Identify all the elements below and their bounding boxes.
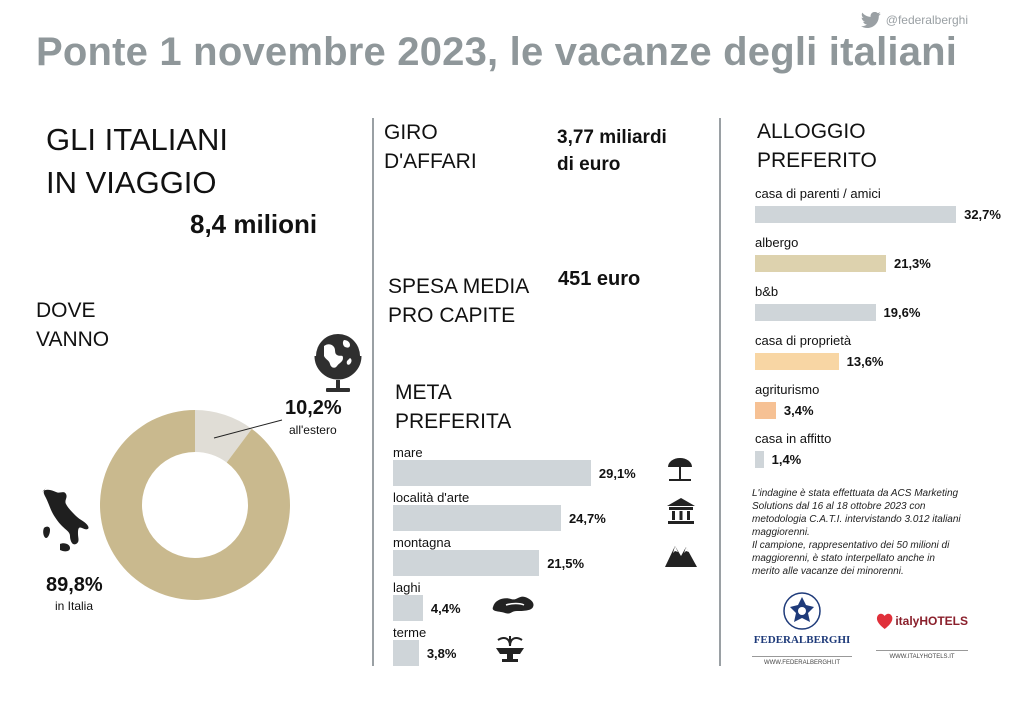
- survey-note-line6: maggiorenni, è stato interpellato anche in: [752, 553, 935, 564]
- destination-label: terme: [393, 625, 427, 640]
- destination-heading-line1: META: [395, 381, 452, 404]
- accommodation-label: casa di parenti / amici: [755, 186, 881, 201]
- destination-heading-line2: PREFERITA: [395, 410, 512, 433]
- destination-label: località d'arte: [393, 490, 470, 505]
- destination-label: montagna: [393, 535, 451, 550]
- italyhotels-url: WWW.ITALYHOTELS.IT: [876, 650, 968, 660]
- turnover-heading-line1: GIRO: [384, 121, 438, 144]
- destination-value: 21,5%: [547, 555, 585, 571]
- survey-note-line1: L'indagine è stata effettuata da ACS Marketing: [752, 488, 959, 499]
- destination-bar: [393, 550, 539, 576]
- fountain-icon: [493, 632, 527, 664]
- temple-icon: [666, 497, 696, 525]
- accommodation-heading: [757, 117, 877, 175]
- spend-value: 451 euro: [558, 268, 641, 290]
- destination-value: 29,1%: [598, 465, 636, 481]
- abroad-value: 10,2%: [285, 397, 342, 419]
- destination-label: laghi: [393, 580, 421, 595]
- destination-value: 24,7%: [568, 510, 606, 526]
- lake-icon: [490, 593, 536, 617]
- accommodation-bar: [755, 451, 764, 468]
- spend-heading: [388, 272, 529, 330]
- accommodation-bar: [755, 304, 876, 321]
- accommodation-heading-line2: PREFERITO: [757, 149, 877, 172]
- survey-note-line5: Il campione, rappresentativo dei 50 milioni di: [752, 540, 950, 551]
- survey-note-line3: metodologia C.A.T.I. intervistando 3.012 italiani: [752, 514, 961, 525]
- accommodation-bar: [755, 255, 886, 272]
- italyhotels-name: italyHOTELS: [895, 614, 968, 628]
- destination-bar: [393, 640, 419, 666]
- turnover-heading-line2: D'AFFARI: [384, 150, 477, 173]
- abroad-label: all'estero: [289, 423, 337, 437]
- beach-umbrella-icon: [666, 455, 694, 483]
- where-heading-line1: DOVE: [36, 299, 96, 322]
- accommodation-label: casa in affitto: [755, 431, 832, 446]
- federalberghi-logo: [752, 590, 852, 668]
- survey-note-line7: merito alle vacanze dei minorenni.: [752, 566, 904, 577]
- destination-heading: [395, 378, 511, 436]
- globe-icon: [310, 326, 366, 396]
- federalberghi-name: FEDERALBERGHI: [753, 634, 851, 646]
- survey-note: [752, 487, 992, 578]
- survey-note-line4: maggiorenni.: [752, 527, 810, 538]
- accommodation-value: 13,6%: [846, 354, 884, 369]
- accommodation-value: 19,6%: [883, 305, 921, 320]
- mountain-icon: [664, 540, 698, 568]
- italy-label: in Italia: [55, 599, 94, 613]
- accommodation-bar: [755, 353, 839, 370]
- spend-heading-line2: PRO CAPITE: [388, 304, 516, 327]
- twitter-bird-icon: [860, 12, 882, 28]
- column-divider-right: [719, 118, 721, 666]
- turnover-value-line2: di euro: [557, 154, 621, 175]
- accommodation-label: agriturismo: [755, 382, 820, 397]
- accommodation-bar: [755, 402, 776, 419]
- where-heading: [36, 296, 109, 354]
- accommodation-bar: [755, 206, 956, 223]
- spend-heading-line1: SPESA MEDIA: [388, 275, 530, 298]
- accommodation-label: casa di proprietà: [755, 333, 852, 348]
- italyhotels-logo: [876, 606, 968, 668]
- accommodation-value: 3,4%: [783, 403, 814, 418]
- accommodation-value: 1,4%: [771, 452, 802, 467]
- destination-label: mare: [393, 445, 423, 460]
- turnover-heading: [384, 118, 477, 176]
- travelers-value: 8,4 milioni: [190, 209, 318, 239]
- destination-bar: [393, 460, 591, 486]
- accommodation-label: b&b: [755, 284, 779, 299]
- survey-note-line2: Solutions dal 16 al 18 ottobre 2023 con: [752, 501, 926, 512]
- heart-icon: [876, 606, 893, 636]
- travelers-heading: [46, 118, 228, 204]
- travelers-heading-line2: IN VIAGGIO: [46, 165, 217, 200]
- twitter-handle: [860, 12, 968, 28]
- destination-value: 4,4%: [430, 600, 461, 616]
- federalberghi-emblem-icon: [782, 590, 822, 632]
- twitter-handle-text: @federalberghi: [885, 13, 968, 27]
- destination-bar: [393, 505, 561, 531]
- column-divider-left: [372, 118, 374, 666]
- accommodation-value: 21,3%: [893, 256, 931, 271]
- destination-value: 3,8%: [426, 645, 457, 661]
- turnover-value-line1: 3,77 miliardi: [557, 127, 667, 148]
- travelers-heading-line1: GLI ITALIANI: [46, 122, 229, 157]
- federalberghi-url: WWW.FEDERALBERGHI.IT: [752, 656, 852, 666]
- accommodation-label: albergo: [755, 235, 799, 250]
- where-heading-line2: VANNO: [36, 328, 110, 351]
- italy-value: 89,8%: [46, 574, 103, 596]
- destination-bar: [393, 595, 423, 621]
- accommodation-value: 32,7%: [964, 207, 1001, 222]
- abroad-leader-line: [210, 412, 290, 442]
- turnover-value: [557, 124, 667, 178]
- italy-map-icon: [38, 488, 96, 556]
- accommodation-heading-line1: ALLOGGIO: [757, 120, 866, 143]
- page-title: Ponte 1 novembre 2023, le vacanze degli italiani: [36, 30, 958, 74]
